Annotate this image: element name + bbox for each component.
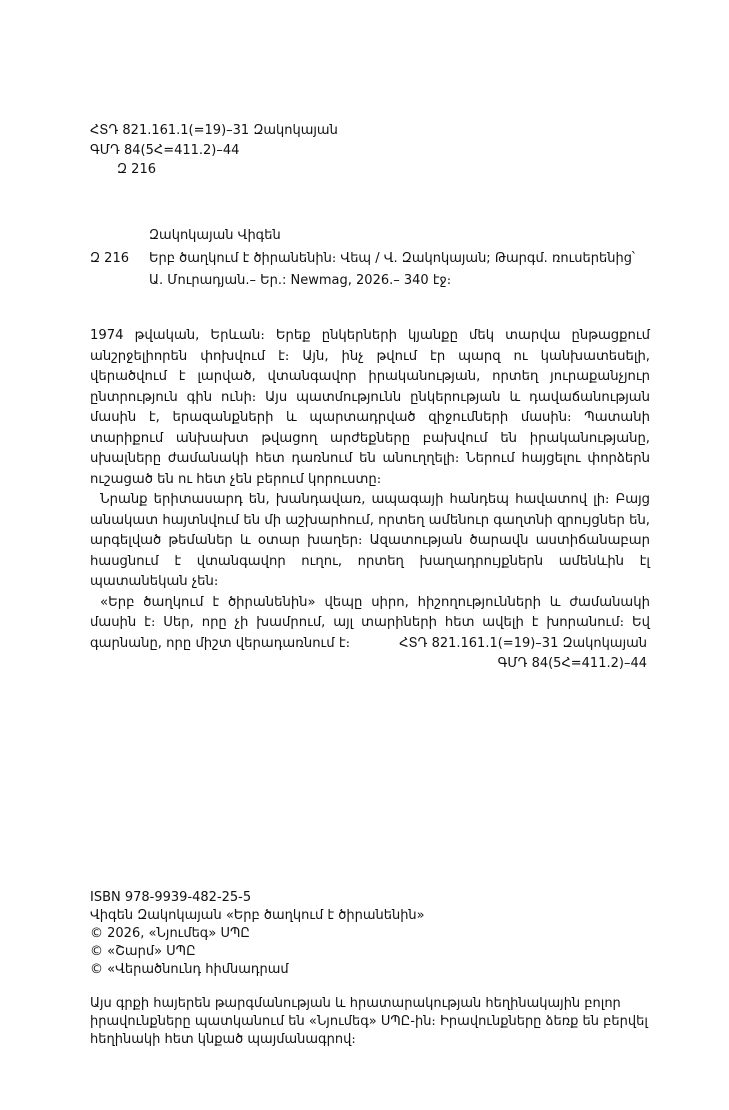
bbk-code: ԳՄԴ 84(5Հ=411.2)–44	[90, 143, 240, 158]
author-mark: Զ 216	[117, 162, 156, 177]
catalog-mark: Զ 216	[90, 251, 129, 266]
annotation-paragraph-3-text: «Երբ ծաղկում է ծիրանենին» վեպը սիրո, հիշողությունների և ժամանակի մասին է։ Սեր, որը չի խամրում, այլ տարիների հետ ավելի է խորանում։ Եվ գարնանը, որը միշտ վերադառնում է։	[90, 594, 650, 651]
copyright-2: © «Շարմ» ՍՊԸ	[90, 944, 196, 959]
annotation-text	[90, 326, 650, 654]
catalog-author: Զակոկայան Վիգեն	[149, 228, 281, 243]
copyright-3: © «Վերածնունդ հիմնադրամ	[90, 962, 289, 977]
book-credit: Վիգեն Զակոկայան «Երբ ծաղկում է ծիրանենին»	[90, 908, 425, 923]
isbn: ISBN 978-9939-482-25-5	[90, 890, 252, 905]
bbk-code-right: ԳՄԴ 84(5Հ=411.2)–44	[497, 656, 647, 671]
udc-code: ՀՏԴ 821.161.1(=19)–31 Զակոկայան	[90, 123, 338, 138]
rights-line-2: իրավունքները պատկանում են «Նյումեգ» ՍՊԸ-ին։ Իրավունքները ձեռք են բերվել	[90, 1014, 648, 1029]
annotation-paragraph-2-text: Նրանք երիտասարդ են, խանդավառ, ապագայի հանդեպ հավատով լի։ Բայց անակատ հայտնվում են մի աշխարհում, որտեղ ամենուր գաղտնի զրույցներ են, արգելված թեմաներ և օտար խաղեր։ Ազատության ծարավն աստիճանաբար հասցնում է վտանգավոր ուղու, որտեղ խաղադրույքներն ամենևին էլ պատանեկան չեն։	[90, 492, 650, 589]
annotation-paragraph-2	[90, 490, 650, 593]
catalog-publication-line: Ա. Մուրադյան.– Եր.: Newmag, 2026.– 340 էջ։	[149, 273, 452, 288]
annotation-paragraph-1: 1974 թվական, Երևան։ Երեք ընկերների կյանքը մեկ տարվա ընթացքում անշրջելիորեն փոխվում է։ Այն, ինչ թվում էր պարզ ու կանխատեսելի, վերածվում է լարված, վտանգավոր իրականության, որտեղ յուրաքանչյուր ընտրություն գին ունի։ Այս պատմությունն ընկերության և դավաճանության մասին է, երազանքների և պարտադրված զիջումների մասին։ Պատանի տարիքում անխախտ թվացող արժեքները բախվում են իրականությանը, սխալները ժամանակի հետ դառնում են անուղղելի։ Ներում հայցելու փորձերն ուշացած են ու հետ չեն բերում կորուստը։	[90, 328, 650, 487]
rights-line-3: հեղինակի հետ կնքած պայմանագրով։	[90, 1032, 356, 1047]
catalog-title-line: Երբ ծաղկում է ծիրանենին։ Վեպ / Վ. Զակոկայան; Թարգմ. ռուսերենից՝	[149, 251, 636, 266]
copyright-1: © 2026, «Նյումեգ» ՍՊԸ	[90, 926, 250, 941]
rights-line-1: Այս գրքի հայերեն թարգմանության և հրատարակության հեղինակային բոլոր	[90, 996, 621, 1011]
udc-code-right: ՀՏԴ 821.161.1(=19)–31 Զակոկայան	[399, 636, 647, 651]
